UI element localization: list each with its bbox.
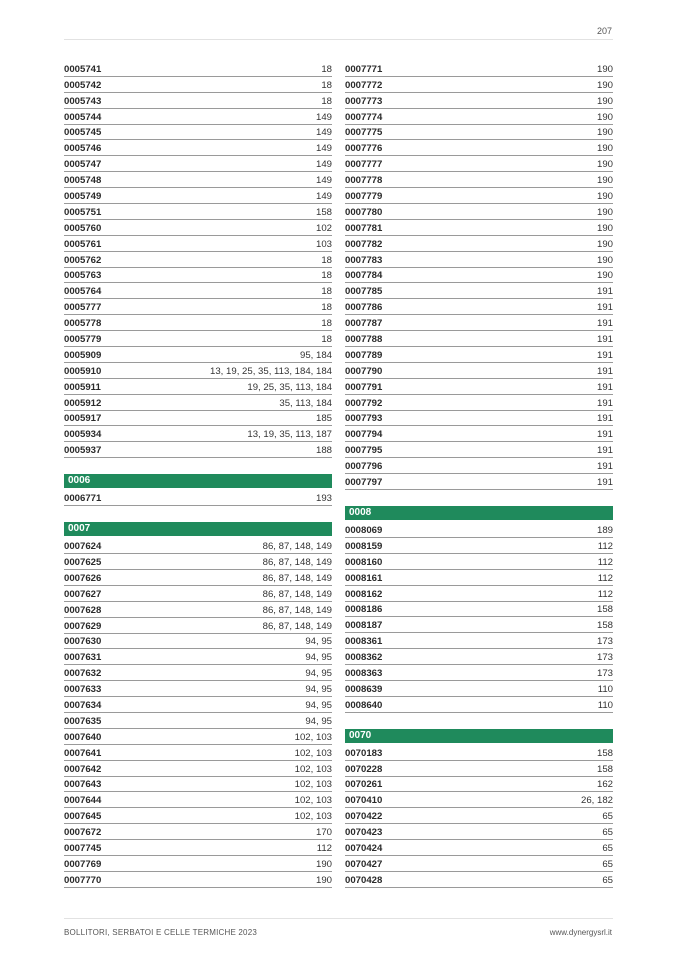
page-references: 13, 19, 35, 113, 187 bbox=[247, 429, 332, 441]
index-row bbox=[64, 426, 332, 442]
index-row bbox=[64, 236, 332, 252]
page-references: 191 bbox=[596, 397, 613, 409]
page-references: 102, 103 bbox=[294, 811, 332, 823]
page-references: 18 bbox=[321, 286, 332, 298]
item-code: 0070410 bbox=[345, 795, 383, 807]
page-references: 95, 184 bbox=[299, 349, 332, 361]
item-code: 0070261 bbox=[345, 779, 383, 791]
index-row bbox=[64, 252, 332, 268]
index-row bbox=[345, 268, 613, 284]
page-references: 103 bbox=[315, 238, 332, 250]
item-code: 0005761 bbox=[64, 238, 102, 250]
index-row bbox=[64, 792, 332, 808]
page-references: 18 bbox=[321, 318, 332, 330]
index-row bbox=[64, 315, 332, 331]
page-references: 190 bbox=[596, 191, 613, 203]
index-row bbox=[64, 649, 332, 665]
item-code: 0005742 bbox=[64, 79, 102, 91]
page-references: 190 bbox=[596, 95, 613, 107]
page-references: 35, 113, 184 bbox=[279, 397, 332, 409]
item-code: 0007635 bbox=[64, 715, 102, 727]
index-row bbox=[64, 554, 332, 570]
item-code: 0007640 bbox=[64, 731, 102, 743]
item-code: 0008159 bbox=[345, 540, 383, 552]
item-code: 0008362 bbox=[345, 652, 383, 664]
item-code: 0007633 bbox=[64, 684, 102, 696]
item-code: 0005778 bbox=[64, 318, 102, 330]
index-row bbox=[345, 188, 613, 204]
item-code: 0007634 bbox=[64, 699, 102, 711]
index-column-right bbox=[345, 61, 613, 888]
item-code: 0006771 bbox=[64, 493, 102, 505]
index-row bbox=[64, 379, 332, 395]
page-references: 190 bbox=[596, 238, 613, 250]
index-row bbox=[64, 745, 332, 761]
index-row bbox=[345, 363, 613, 379]
item-code: 0005747 bbox=[64, 159, 102, 171]
section-header: 0006 bbox=[64, 474, 332, 488]
index-row bbox=[64, 363, 332, 379]
page-references: 190 bbox=[596, 222, 613, 234]
page-references: 18 bbox=[321, 63, 332, 75]
item-code: 0008186 bbox=[345, 604, 383, 616]
item-code: 0008363 bbox=[345, 667, 383, 679]
item-code: 0007790 bbox=[345, 365, 383, 377]
item-code: 0007631 bbox=[64, 652, 102, 664]
item-code: 0005934 bbox=[64, 429, 102, 441]
item-code: 0007745 bbox=[64, 842, 102, 854]
index-row bbox=[345, 426, 613, 442]
item-code: 0007792 bbox=[345, 397, 383, 409]
page-references: 102 bbox=[315, 222, 332, 234]
section-header: 0070 bbox=[345, 729, 613, 743]
item-code: 0070428 bbox=[345, 874, 383, 886]
page-references: 190 bbox=[596, 254, 613, 266]
page-references: 13, 19, 25, 35, 113, 184, 184 bbox=[210, 365, 332, 377]
index-row bbox=[345, 140, 613, 156]
item-code: 0008162 bbox=[345, 588, 383, 600]
item-code: 0005760 bbox=[64, 222, 102, 234]
page-references: 149 bbox=[315, 175, 332, 187]
index-row bbox=[345, 411, 613, 427]
page-references: 191 bbox=[596, 381, 613, 393]
item-code: 0005909 bbox=[64, 349, 102, 361]
index-row bbox=[345, 681, 613, 697]
footer-catalog-title: BOLLITORI, SERBATOI E CELLE TERMICHE 2023 bbox=[64, 928, 258, 937]
item-code: 0005751 bbox=[64, 206, 102, 218]
index-row bbox=[64, 188, 332, 204]
item-code: 0005741 bbox=[64, 63, 102, 75]
page-references: 149 bbox=[315, 159, 332, 171]
page-references: 94, 95 bbox=[305, 684, 332, 696]
page-references: 18 bbox=[321, 302, 332, 314]
index-row bbox=[64, 109, 332, 125]
section-header: 0008 bbox=[345, 506, 613, 520]
page-references: 190 bbox=[315, 858, 332, 870]
page-references: 102, 103 bbox=[294, 731, 332, 743]
index-row bbox=[64, 442, 332, 458]
index-row bbox=[64, 125, 332, 141]
index-row bbox=[64, 490, 332, 506]
item-code: 0005748 bbox=[64, 175, 102, 187]
index-row bbox=[345, 204, 613, 220]
item-code: 0007791 bbox=[345, 381, 383, 393]
item-code: 0007645 bbox=[64, 811, 102, 823]
item-code: 0007782 bbox=[345, 238, 383, 250]
index-row bbox=[64, 618, 332, 634]
item-code: 0007793 bbox=[345, 413, 383, 425]
page-references: 193 bbox=[315, 493, 332, 505]
page-references: 18 bbox=[321, 270, 332, 282]
index-row bbox=[345, 379, 613, 395]
index-row bbox=[345, 458, 613, 474]
index-row bbox=[345, 840, 613, 856]
page-references: 86, 87, 148, 149 bbox=[262, 572, 332, 584]
item-code: 0007776 bbox=[345, 143, 383, 155]
page-references: 86, 87, 148, 149 bbox=[262, 620, 332, 632]
index-row bbox=[64, 140, 332, 156]
item-code: 0070183 bbox=[345, 747, 383, 759]
index-row bbox=[64, 61, 332, 77]
index-row bbox=[64, 761, 332, 777]
index-row bbox=[64, 729, 332, 745]
item-code: 0005779 bbox=[64, 334, 102, 346]
page-references: 170 bbox=[315, 827, 332, 839]
index-row bbox=[345, 856, 613, 872]
index-row bbox=[64, 665, 332, 681]
index-row bbox=[345, 649, 613, 665]
item-code: 0008361 bbox=[345, 636, 383, 648]
item-code: 0007769 bbox=[64, 858, 102, 870]
page-references: 191 bbox=[596, 334, 613, 346]
index-row bbox=[64, 681, 332, 697]
page-references: 18 bbox=[321, 95, 332, 107]
page-references: 102, 103 bbox=[294, 747, 332, 759]
top-divider bbox=[64, 39, 613, 40]
page-references: 112 bbox=[597, 572, 613, 584]
index-row bbox=[64, 634, 332, 650]
item-code: 0007785 bbox=[345, 286, 383, 298]
page-references: 65 bbox=[602, 842, 613, 854]
bottom-divider bbox=[64, 918, 613, 919]
item-code: 0007626 bbox=[64, 572, 102, 584]
page-references: 191 bbox=[596, 286, 613, 298]
item-code: 0005912 bbox=[64, 397, 102, 409]
item-code: 0007795 bbox=[345, 445, 383, 457]
item-code: 0005777 bbox=[64, 302, 102, 314]
item-code: 0007643 bbox=[64, 779, 102, 791]
index-row bbox=[64, 331, 332, 347]
item-code: 0070228 bbox=[345, 763, 383, 775]
item-code: 0007778 bbox=[345, 175, 383, 187]
index-row bbox=[345, 697, 613, 713]
page-references: 26, 182 bbox=[580, 795, 613, 807]
index-row bbox=[345, 442, 613, 458]
page-references: 191 bbox=[596, 318, 613, 330]
item-code: 0005746 bbox=[64, 143, 102, 155]
page-references: 112 bbox=[316, 842, 332, 854]
item-code: 0007641 bbox=[64, 747, 102, 759]
item-code: 0007629 bbox=[64, 620, 102, 632]
page-references: 191 bbox=[596, 349, 613, 361]
index-row bbox=[64, 570, 332, 586]
item-code: 0007632 bbox=[64, 668, 102, 680]
item-code: 0007627 bbox=[64, 588, 102, 600]
index-row bbox=[64, 172, 332, 188]
index-row bbox=[64, 840, 332, 856]
index-row bbox=[64, 777, 332, 793]
page-references: 190 bbox=[596, 143, 613, 155]
page-references: 158 bbox=[596, 604, 613, 616]
page-references: 149 bbox=[315, 111, 332, 123]
index-row bbox=[64, 808, 332, 824]
page-references: 190 bbox=[596, 175, 613, 187]
index-row bbox=[64, 411, 332, 427]
index-row bbox=[345, 220, 613, 236]
footer-website[interactable]: www.dynergysrl.it bbox=[549, 928, 612, 937]
index-row bbox=[64, 283, 332, 299]
page-references: 149 bbox=[315, 143, 332, 155]
page-references: 189 bbox=[596, 524, 613, 536]
item-code: 0007786 bbox=[345, 302, 383, 314]
item-code: 0007775 bbox=[345, 127, 383, 139]
page-references: 102, 103 bbox=[294, 795, 332, 807]
page-references: 158 bbox=[315, 206, 332, 218]
item-code: 0007797 bbox=[345, 477, 383, 489]
item-code: 0070427 bbox=[345, 858, 383, 870]
page-references: 191 bbox=[596, 413, 613, 425]
page-references: 173 bbox=[596, 667, 613, 679]
page-references: 94, 95 bbox=[305, 652, 332, 664]
index-row bbox=[64, 395, 332, 411]
page-references: 190 bbox=[596, 63, 613, 75]
item-code: 0007630 bbox=[64, 636, 102, 648]
index-row bbox=[345, 172, 613, 188]
index-row bbox=[345, 522, 613, 538]
page-references: 86, 87, 148, 149 bbox=[262, 604, 332, 616]
item-code: 0007774 bbox=[345, 111, 383, 123]
page-references: 65 bbox=[602, 874, 613, 886]
page-references: 158 bbox=[596, 620, 613, 632]
page-references: 94, 95 bbox=[305, 699, 332, 711]
item-code: 0007781 bbox=[345, 222, 383, 234]
page-references: 149 bbox=[315, 191, 332, 203]
page-number: 207 bbox=[596, 26, 612, 36]
item-code: 0005917 bbox=[64, 413, 102, 425]
item-code: 0070423 bbox=[345, 827, 383, 839]
item-code: 0008160 bbox=[345, 556, 383, 568]
index-row bbox=[345, 236, 613, 252]
page-references: 86, 87, 148, 149 bbox=[262, 541, 332, 553]
page-references: 86, 87, 148, 149 bbox=[262, 556, 332, 568]
item-code: 0007779 bbox=[345, 191, 383, 203]
index-row bbox=[64, 713, 332, 729]
index-row bbox=[64, 538, 332, 554]
item-code: 0008187 bbox=[345, 620, 383, 632]
item-code: 0007644 bbox=[64, 795, 102, 807]
page-references: 190 bbox=[596, 159, 613, 171]
item-code: 0007624 bbox=[64, 541, 102, 553]
item-code: 0007772 bbox=[345, 79, 383, 91]
page-references: 102, 103 bbox=[294, 763, 332, 775]
item-code: 0007770 bbox=[64, 874, 102, 886]
item-code: 0005910 bbox=[64, 365, 102, 377]
index-row bbox=[345, 633, 613, 649]
index-row bbox=[64, 77, 332, 93]
index-row bbox=[64, 586, 332, 602]
index-row bbox=[345, 586, 613, 602]
index-row bbox=[345, 77, 613, 93]
page-references: 112 bbox=[597, 540, 613, 552]
index-row bbox=[345, 554, 613, 570]
page-references: 18 bbox=[321, 254, 332, 266]
index-row bbox=[345, 125, 613, 141]
page-references: 158 bbox=[596, 763, 613, 775]
page-references: 112 bbox=[597, 556, 613, 568]
item-code: 0007777 bbox=[345, 159, 383, 171]
page-references: 94, 95 bbox=[305, 715, 332, 727]
page-references: 191 bbox=[596, 365, 613, 377]
index-row bbox=[64, 602, 332, 618]
page-references: 110 bbox=[597, 699, 613, 711]
index-row bbox=[345, 665, 613, 681]
page-references: 190 bbox=[596, 79, 613, 91]
section-header: 0007 bbox=[64, 522, 332, 536]
item-code: 0007794 bbox=[345, 429, 383, 441]
page-references: 94, 95 bbox=[305, 668, 332, 680]
item-code: 0007796 bbox=[345, 461, 383, 473]
page-references: 191 bbox=[596, 429, 613, 441]
item-code: 0007773 bbox=[345, 95, 383, 107]
index-row bbox=[345, 617, 613, 633]
item-code: 0005743 bbox=[64, 95, 102, 107]
index-row bbox=[345, 777, 613, 793]
item-code: 0008069 bbox=[345, 524, 383, 536]
index-row bbox=[345, 808, 613, 824]
index-row bbox=[345, 315, 613, 331]
page-references: 185 bbox=[315, 413, 332, 425]
item-code: 0005744 bbox=[64, 111, 102, 123]
item-code: 0005764 bbox=[64, 286, 102, 298]
page-references: 190 bbox=[596, 206, 613, 218]
page-references: 94, 95 bbox=[305, 636, 332, 648]
item-code: 0005763 bbox=[64, 270, 102, 282]
item-code: 0005911 bbox=[64, 381, 101, 393]
index-row bbox=[64, 347, 332, 363]
index-row bbox=[64, 268, 332, 284]
page-references: 173 bbox=[596, 652, 613, 664]
item-code: 0005762 bbox=[64, 254, 102, 266]
index-row bbox=[345, 93, 613, 109]
item-code: 0007771 bbox=[345, 63, 383, 75]
index-row bbox=[64, 204, 332, 220]
item-code: 0007625 bbox=[64, 556, 102, 568]
index-row bbox=[345, 474, 613, 490]
page-references: 19, 25, 35, 113, 184 bbox=[247, 381, 332, 393]
page-references: 191 bbox=[596, 461, 613, 473]
item-code: 0008640 bbox=[345, 699, 383, 711]
index-row bbox=[345, 395, 613, 411]
index-row bbox=[345, 872, 613, 888]
index-row bbox=[345, 602, 613, 618]
index-row bbox=[345, 824, 613, 840]
index-row bbox=[345, 156, 613, 172]
index-row bbox=[345, 761, 613, 777]
item-code: 0007672 bbox=[64, 827, 102, 839]
index-row bbox=[345, 570, 613, 586]
item-code: 0005749 bbox=[64, 191, 102, 203]
page-references: 190 bbox=[315, 874, 332, 886]
page-references: 65 bbox=[602, 858, 613, 870]
item-code: 0008161 bbox=[345, 572, 383, 584]
index-row bbox=[64, 824, 332, 840]
index-column-left bbox=[64, 61, 332, 888]
index-row bbox=[64, 93, 332, 109]
item-code: 0007783 bbox=[345, 254, 383, 266]
page-references: 102, 103 bbox=[294, 779, 332, 791]
page-references: 191 bbox=[596, 445, 613, 457]
index-row bbox=[345, 745, 613, 761]
index-row bbox=[64, 220, 332, 236]
index-row bbox=[64, 697, 332, 713]
item-code: 0007789 bbox=[345, 349, 383, 361]
item-code: 0005745 bbox=[64, 127, 102, 139]
page-references: 110 bbox=[597, 683, 613, 695]
item-code: 0007784 bbox=[345, 270, 383, 282]
page-references: 173 bbox=[596, 636, 613, 648]
index-row bbox=[345, 283, 613, 299]
page-references: 112 bbox=[597, 588, 613, 600]
page-references: 190 bbox=[596, 270, 613, 282]
page-references: 162 bbox=[596, 779, 613, 791]
page-references: 65 bbox=[602, 811, 613, 823]
index-row bbox=[345, 538, 613, 554]
item-code: 0005937 bbox=[64, 445, 102, 457]
item-code: 0008639 bbox=[345, 683, 383, 695]
item-code: 0007642 bbox=[64, 763, 102, 775]
page-references: 18 bbox=[321, 334, 332, 346]
item-code: 0007628 bbox=[64, 604, 102, 616]
item-code: 0007787 bbox=[345, 318, 383, 330]
page-references: 149 bbox=[315, 127, 332, 139]
index-row bbox=[345, 331, 613, 347]
index-row bbox=[345, 299, 613, 315]
item-code: 0007780 bbox=[345, 206, 383, 218]
index-row bbox=[64, 856, 332, 872]
index-row bbox=[64, 299, 332, 315]
page-references: 190 bbox=[596, 111, 613, 123]
page-references: 86, 87, 148, 149 bbox=[262, 588, 332, 600]
page-references: 191 bbox=[596, 302, 613, 314]
index-row bbox=[345, 347, 613, 363]
item-code: 0007788 bbox=[345, 334, 383, 346]
page-references: 65 bbox=[602, 827, 613, 839]
item-code: 0070424 bbox=[345, 842, 383, 854]
index-row bbox=[345, 109, 613, 125]
page-references: 158 bbox=[596, 747, 613, 759]
index-row bbox=[345, 792, 613, 808]
page-references: 191 bbox=[596, 477, 613, 489]
page-references: 190 bbox=[596, 127, 613, 139]
index-row bbox=[64, 156, 332, 172]
item-code: 0070422 bbox=[345, 811, 383, 823]
page-references: 188 bbox=[315, 445, 332, 457]
index-row bbox=[64, 872, 332, 888]
index-row bbox=[345, 61, 613, 77]
index-row bbox=[345, 252, 613, 268]
page-references: 18 bbox=[321, 79, 332, 91]
